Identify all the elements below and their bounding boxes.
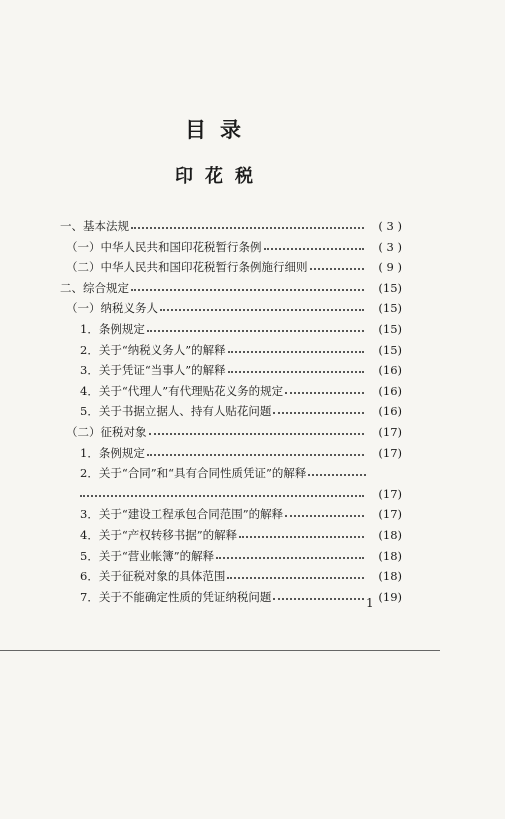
- bottom-rule: [0, 650, 440, 651]
- toc-entry-label: 一、基本法规: [60, 219, 129, 233]
- toc-leader: [264, 248, 364, 250]
- toc-entry: [0, 298, 505, 318]
- toc-entry-page: (15): [378, 301, 402, 316]
- toc-entry-page: (17): [378, 425, 402, 439]
- toc-leader: [131, 227, 364, 229]
- toc-entry: [0, 381, 505, 401]
- toc-entry: [0, 340, 505, 360]
- toc-entry-page: ( 9 ): [378, 260, 402, 275]
- toc-entry-page: ( 3 ): [378, 219, 402, 233]
- toc-entry: [0, 257, 505, 277]
- toc-leader: [285, 515, 364, 517]
- toc-entry-label: 4．关于“产权转移书据”的解释: [80, 528, 238, 542]
- toc-entry-label: 7．关于不能确定性质的凭证纳税问题: [80, 589, 272, 604]
- toc-entry-label: （一）纳税义务人: [66, 301, 158, 316]
- toc-entry-label: 二、综合规定: [60, 280, 129, 295]
- toc-entry-label: 4．关于“代理人”有代理贴花义务的规定: [80, 383, 284, 398]
- page-number: 1: [366, 596, 374, 610]
- toc-entry-page: ( 3 ): [378, 239, 402, 254]
- toc-leader: [285, 392, 364, 394]
- toc-entry-label: 2．关于“纳税义务人”的解释: [80, 342, 226, 357]
- toc-entry-label: 5．关于“营业帐簿”的解释: [80, 548, 215, 563]
- toc-leader: [228, 351, 364, 353]
- toc-entry-page: (15): [378, 322, 402, 336]
- toc-entry-label: 3．关于“建设工程承包合同范围”的解释: [80, 507, 284, 522]
- page-title: 目录: [185, 117, 255, 142]
- toc-entry-page: (18): [378, 569, 402, 584]
- toc-entry-label: （二）征税对象: [66, 425, 147, 439]
- toc-leader: [273, 412, 364, 414]
- toc-entry-label: （二）中华人民共和国印花税暂行条例施行细则: [66, 260, 308, 275]
- toc-leader: [310, 268, 364, 270]
- toc-entry: [0, 463, 505, 483]
- toc-leader: [80, 495, 364, 497]
- toc-leader: [216, 557, 364, 559]
- toc-entry-label: 6．关于征税对象的具体范围: [80, 569, 226, 584]
- toc-entry: [0, 525, 505, 545]
- toc-leader: [228, 371, 364, 373]
- toc-leader: [239, 536, 364, 538]
- toc-entry-label: 1．条例规定: [80, 322, 145, 336]
- toc-entry-label: 5．关于书据立据人、持有人贴花问题: [80, 404, 272, 419]
- toc-entry-page: (17): [378, 445, 402, 460]
- toc-leader: [147, 330, 364, 332]
- toc-entry: [0, 422, 505, 442]
- section-title: 印花税: [175, 166, 265, 187]
- toc-entry: [0, 401, 505, 421]
- toc-leader: [308, 474, 366, 476]
- toc-entry: [0, 566, 505, 586]
- toc-entry: [0, 587, 505, 607]
- toc-entry-page: (17): [378, 507, 402, 522]
- toc-entry-label: 2．关于“合同”和“具有合同性质凭证”的解释: [80, 466, 307, 481]
- toc-entry: [0, 484, 505, 504]
- toc-entry-page: (15): [378, 280, 402, 295]
- toc-entry-page: (17): [378, 486, 402, 501]
- toc-entry-page: (15): [378, 342, 402, 357]
- toc-leader: [273, 598, 364, 600]
- toc-leader: [147, 454, 364, 456]
- toc-leader: [160, 309, 364, 311]
- toc-entry-page: (19): [378, 589, 402, 604]
- toc-entry: [0, 237, 505, 257]
- toc-entry-label: （一）中华人民共和国印花税暂行条例: [66, 239, 262, 254]
- toc-entry-page: (16): [378, 363, 402, 378]
- toc-leader: [149, 433, 364, 435]
- toc-entry-page: (18): [378, 528, 402, 542]
- toc-leader: [131, 289, 364, 291]
- toc-entry: [0, 546, 505, 566]
- toc-entry-page: (16): [378, 383, 402, 398]
- toc-entry-page: (16): [378, 404, 402, 419]
- toc-entry: [0, 360, 505, 380]
- toc-entry-page: (18): [378, 548, 402, 563]
- toc-entry: [0, 216, 505, 236]
- toc-entry: [0, 278, 505, 298]
- toc-entry: [0, 443, 505, 463]
- toc-leader: [227, 577, 364, 579]
- toc-entry: [0, 504, 505, 524]
- toc-entry: [0, 319, 505, 339]
- toc-entry-label: 3．关于凭证“当事人”的解释: [80, 363, 226, 378]
- toc-entry-label: 1．条例规定: [80, 445, 145, 460]
